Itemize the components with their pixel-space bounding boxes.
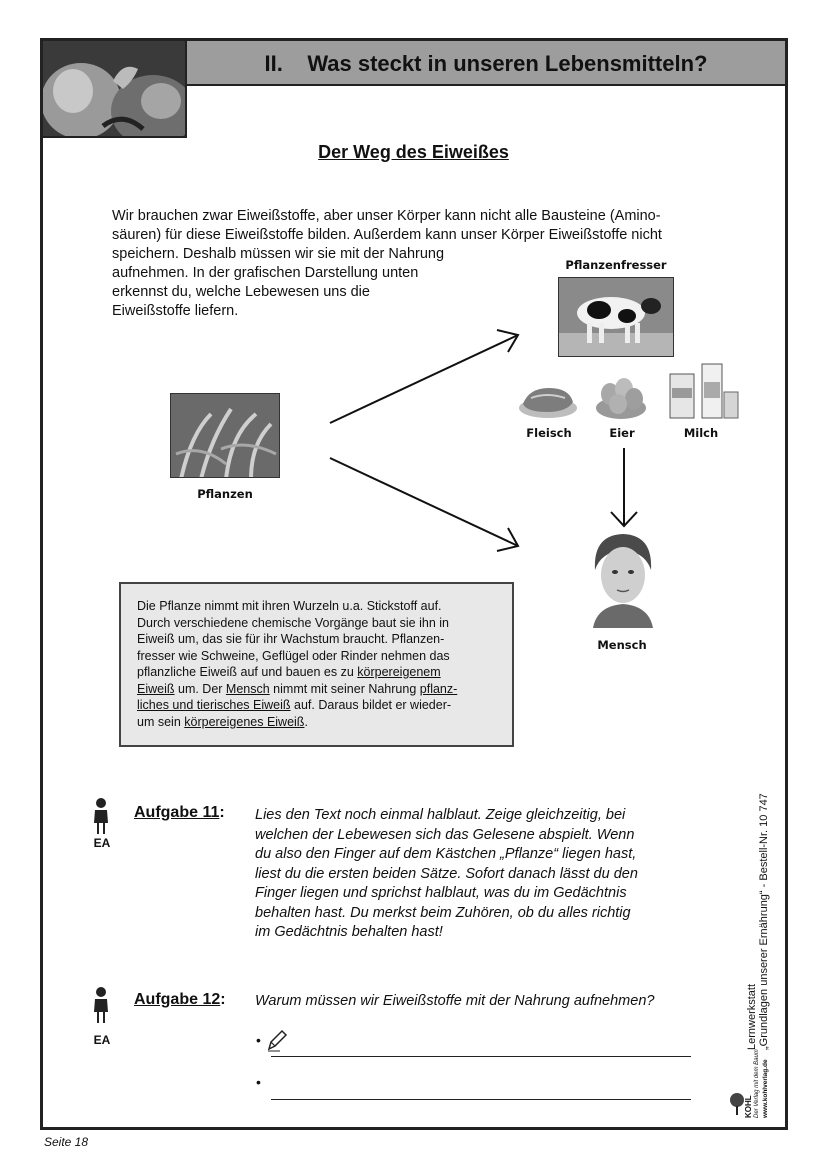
- info-line: [137, 697, 496, 714]
- info-underlined: Eiweiß: [137, 681, 175, 696]
- info-underlined: körpereigenes Eiweiß: [184, 714, 305, 729]
- eggs-image: [594, 372, 648, 420]
- task-11-text: [255, 806, 725, 943]
- publisher-name: KOHL: [744, 1095, 753, 1118]
- info-text: nimmt mit seiner Nahrung: [269, 681, 420, 696]
- info-line: [137, 714, 496, 731]
- plants-label: Pflanzen: [197, 487, 253, 501]
- intro-line: säuren) für diese Eiweißstoffe bilden. Außerdem kann unser Körper Eiweißstoffe nicht: [112, 227, 662, 243]
- task-line: im Gedächtnis behalten hast!: [255, 924, 443, 940]
- boy-portrait-image: [585, 530, 660, 628]
- intro-line: aufnehmen. In der grafischen Darstellung unten: [112, 265, 419, 281]
- info-underlined: Mensch: [225, 681, 270, 696]
- student-figure-icon: [90, 797, 112, 835]
- task-label-colon: :: [219, 804, 225, 821]
- info-line: fresser wie Schweine, Geflügel oder Rinder nehmen das: [137, 648, 450, 663]
- eggs-photo: [594, 372, 648, 420]
- sidebar-series: Lernwerkstatt: [746, 983, 758, 1050]
- pencil-icon: [266, 1028, 288, 1052]
- publisher-url[interactable]: www.kohlverlag.de: [762, 1059, 769, 1118]
- sidebar-order: „Grundlagen unserer Ernährung“ - Bestell-Nr. 10 747: [758, 793, 770, 1050]
- info-line: [137, 681, 496, 698]
- task-12-question: Warum müssen wir Eiweißstoffe mit der Nahrung aufnehmen?: [255, 993, 655, 1009]
- plant-image: [171, 394, 280, 478]
- page-number: Seite 18: [44, 1135, 89, 1149]
- intro-line: Wir brauchen zwar Eiweißstoffe, aber unser Körper kann nicht alle Bausteine (Amino-: [112, 208, 661, 224]
- task-12-label: [134, 991, 226, 1009]
- bullet: •: [256, 1074, 261, 1090]
- plants-photo: [170, 393, 280, 478]
- milk-image: [668, 362, 742, 422]
- arrow-plants-to-herbivores: [330, 335, 518, 423]
- info-underlined: liches und tierisches Eiweiß: [137, 698, 291, 712]
- info-text: .: [304, 714, 308, 729]
- arrowhead-human: [497, 528, 518, 551]
- task-label-colon: :: [220, 991, 226, 1008]
- ea-badge: EA: [93, 836, 111, 850]
- answer-line[interactable]: [271, 1056, 691, 1057]
- eggs-label: Eier: [609, 426, 635, 440]
- task-label-text: Aufgabe 11: [134, 804, 220, 821]
- intro-line: erkennst du, welche Lebewesen uns die: [112, 284, 370, 300]
- info-box: [119, 582, 514, 747]
- herbivores-label: Pflanzenfresser: [565, 258, 667, 272]
- milk-label: Milch: [683, 426, 719, 440]
- task-line: du also den Finger auf dem Kästchen „Pflanze“ liegen hast,: [255, 846, 637, 862]
- info-line: Die Pflanze nimmt mit ihren Wurzeln u.a. Stickstoff auf.: [137, 599, 442, 613]
- student-figure-icon: [90, 986, 112, 1024]
- info-text: um. Der: [174, 681, 226, 696]
- info-text: auf. Daraus bildet er wieder-: [290, 698, 452, 712]
- bullet: •: [256, 1032, 261, 1048]
- meat-photo: [517, 380, 579, 422]
- section-title: Der Weg des Eiweißes: [318, 142, 509, 162]
- intro-line: speichern. Deshalb müssen wir sie mit der Nahrung: [112, 246, 445, 262]
- answer-line[interactable]: [271, 1099, 691, 1100]
- task-line: liest du die ersten beiden Sätze. Sofort danach lässt du den: [255, 865, 638, 882]
- info-line: [137, 664, 496, 681]
- task-11-label: [134, 804, 225, 822]
- intro-line: Eiweißstoffe liefern.: [112, 303, 239, 319]
- publisher-slogan: Der Verlag mit dem Baum: [754, 1049, 760, 1118]
- info-text: um sein: [137, 714, 185, 729]
- milk-photo: [668, 362, 742, 422]
- chapter-number: II.: [264, 51, 283, 76]
- info-line: Durch verschiedene chemische Vorgänge baut sie ihn in: [137, 615, 449, 630]
- human-label: Mensch: [597, 638, 647, 652]
- chapter-title: Was steckt in unseren Lebensmitteln?: [307, 51, 708, 76]
- task-line: welchen der Lebewesen sich das Gelesene abspielt. Wenn: [255, 826, 635, 843]
- info-underlined: körpereigenem: [357, 665, 441, 679]
- cow-image: [559, 278, 674, 357]
- task-line: behalten hast. Du merkst beim Zuhören, ob du alles richtig: [255, 904, 631, 921]
- meat-label: Fleisch: [526, 426, 572, 440]
- info-line: Eiweiß um, das sie für ihr Wachstum braucht. Pflanzen-: [137, 632, 445, 646]
- info-underlined: pflanz-: [419, 681, 458, 696]
- task-line: Lies den Text noch einmal halblaut. Zeige gleichzeitig, bei: [255, 807, 626, 823]
- meat-image: [517, 380, 579, 422]
- ea-badge: EA: [93, 1033, 111, 1047]
- task-label-text: Aufgabe 12: [134, 991, 221, 1008]
- arrow-plants-to-human: [330, 458, 518, 546]
- human-photo: [585, 530, 660, 628]
- cow-photo: [558, 277, 674, 357]
- info-text: pflanzliche Eiweiß auf und bauen es zu: [137, 665, 358, 679]
- task-line: Finger liegen und sprichst halblaut, was du im Gedächtnis: [255, 885, 627, 901]
